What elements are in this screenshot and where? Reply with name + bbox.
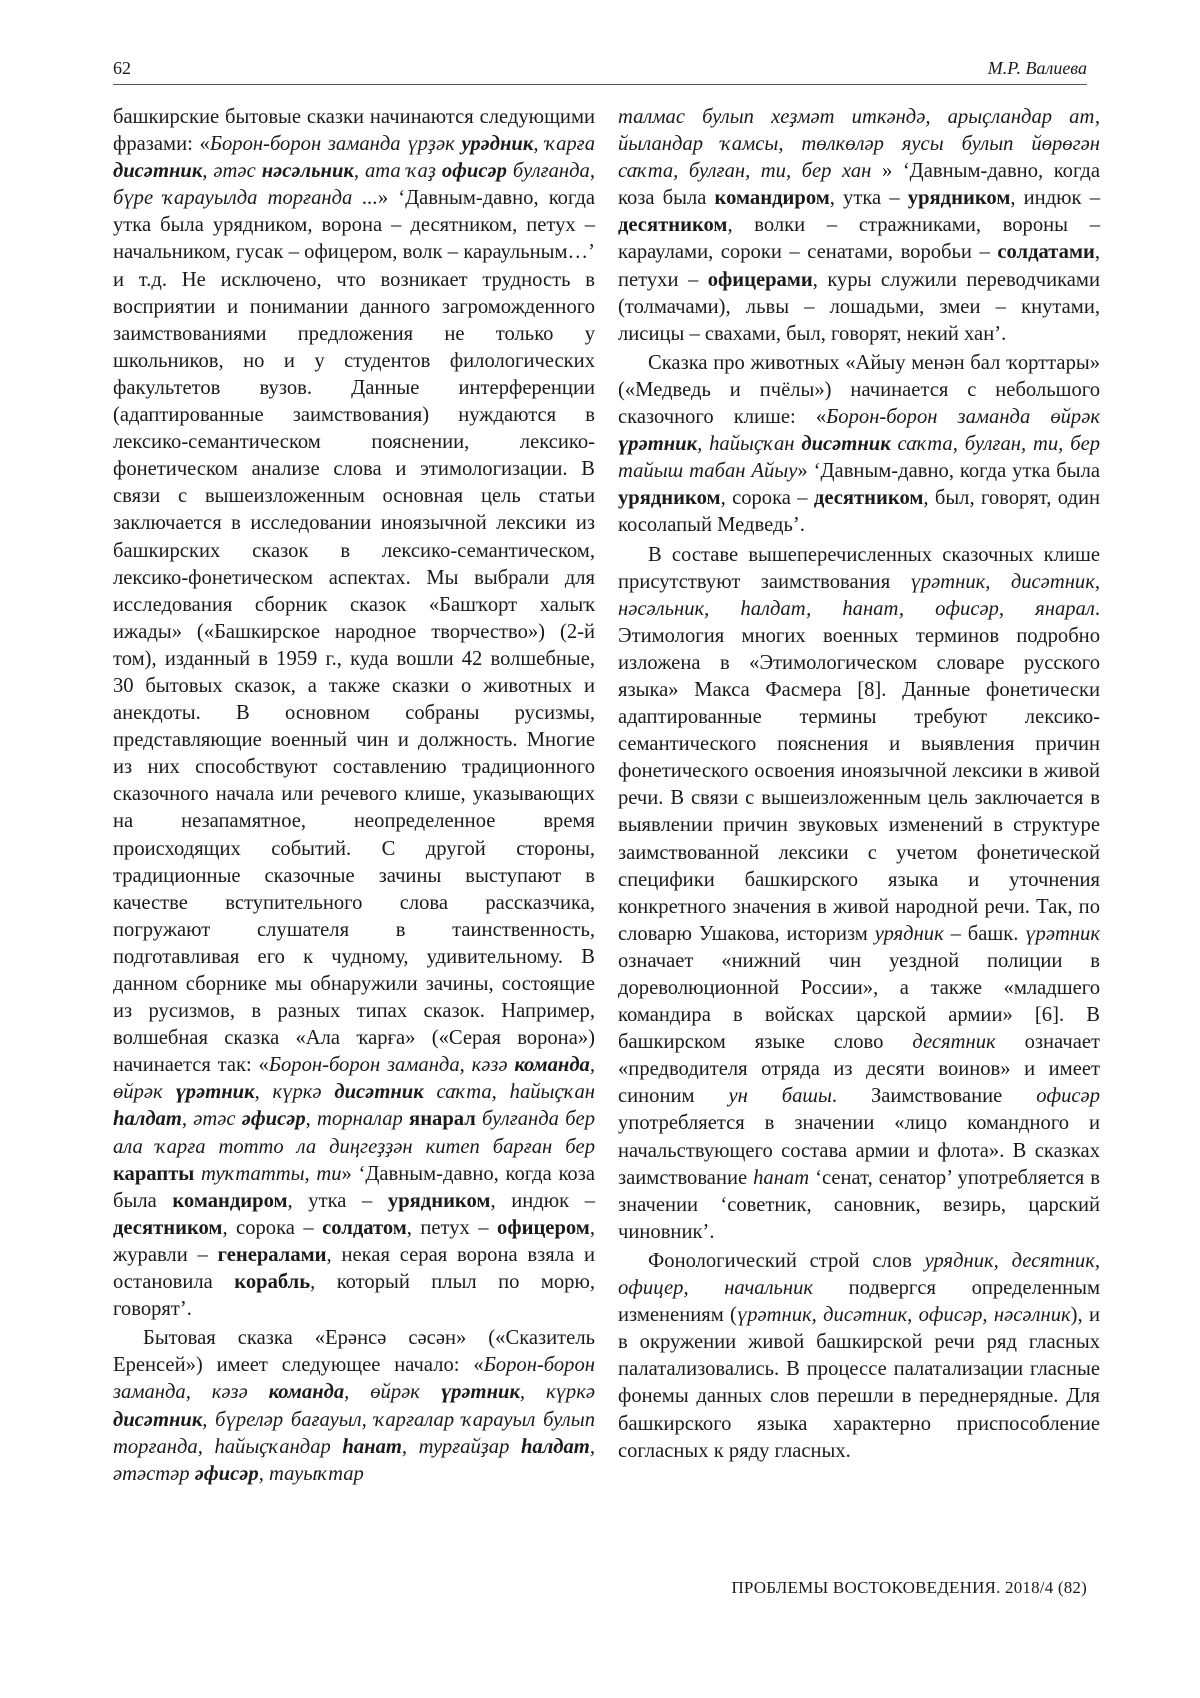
left-column [113,104,595,1488]
italic-quote: , әтәс [202,160,262,183]
italic-quote: үрәтник, дисәтник, офисәр, нәсәлник [736,1304,1071,1327]
italic-quote: булғанда бер ала ҡарға тотто ла диңгеҙҙән китеп барған бер [113,1108,595,1158]
italic-quote: Борон-борон заманда, кәзә [268,1054,515,1077]
emphasized-term: командиром [172,1189,288,1212]
emphasized-term: үрәтник [175,1081,255,1104]
emphasized-term: үрәтник [440,1381,520,1404]
emphasized-term: десятником [618,214,728,237]
italic-quote: һанат [753,1166,810,1189]
emphasized-term: генералами [217,1243,327,1266]
italic-quote: , күркә [519,1381,595,1404]
emphasized-term: команда [268,1381,345,1404]
emphasized-term: янарал [409,1108,476,1131]
italic-quote: десятник [912,1031,996,1054]
italic-quote: саҡта, булған, ти, бер тайыш табан Айыу [618,433,1101,483]
emphasized-term: солдатом [322,1216,407,1239]
journal-footer: ПРОБЛЕМЫ ВОСТОКОВЕДЕНИЯ. 2018/4 (82) [731,1578,1087,1597]
emphasized-term: дисәтник [113,160,203,183]
italic-quote: , һайыҫҡан [697,433,802,456]
emphasized-term: десятником [113,1216,223,1239]
italic-quote: үрәтник, дисәтник, нәсәльник, һалдат, һанат, офисәр, янарал [618,570,1100,620]
italic-quote: , әтәс [181,1108,242,1131]
italic-quote: булғанда, бүре ҡарауылда торғанда ... [113,160,595,210]
emphasized-term: дисәтник [334,1081,424,1104]
emphasized-term: әфисәр [241,1108,306,1131]
italic-quote: урядник [874,922,944,945]
italic-quote: , торналар [305,1108,410,1131]
italic-quote: , бүреләр бағауыл, ҡарғалар ҡарауыл булып торғанда, һайыҫҡандар [113,1408,595,1458]
emphasized-term: дисәтник [113,1408,203,1431]
emphasized-term: дисәтник [801,433,891,456]
emphasized-term: карапты [113,1162,195,1185]
emphasized-term: һалдат [520,1435,590,1458]
emphasized-term: десятником [813,487,924,510]
emphasized-term: урәдник [461,133,534,156]
emphasized-term: үрәтник [618,433,698,456]
emphasized-term: урядником [387,1189,491,1212]
emphasized-term: урядником [907,187,1011,210]
emphasized-term: әфисәр [194,1462,259,1485]
paragraph: талмас булып хеҙмәт иткәндә, арыҫландар ат, йыландар ҡамсы, төлкөләр яусы булып йөрөгән саҡта, булған, ти, бер хан » ‘Давным-давно, когда коза была командиром, утка – урядником, индюк – десятником, волки – стражниками, вороны – караулами, сороки – сенатами, воробьи – солдатами, петухи – офицерами, куры служили переводчиками (толмачами), львы – лошадьми, змеи – кнутами, лисицы – свахами, был, говорят, некий хан’. [618,106,1100,345]
italic-quote: Борон-борон заманда үрҙәк [209,133,462,156]
italic-quote: , турғайҙар [401,1435,521,1458]
running-header [113,58,1087,85]
italic-quote: урядник, десятник, офицер, начальник [618,1249,1100,1300]
right-column [618,104,1100,1465]
emphasized-term: офисәр [441,160,507,183]
italic-quote: , әтәстәр [113,1435,595,1485]
paragraph: Сказка про животных «Айыу менән бал ҡорттары» («Медведь и пчёлы») начинается с небольшого сказочного клише: «Борон-борон заманда өйрәк үрәтник, һайыҫҡан дисәтник саҡта, булған, ти, бер тайыш табан Айыу» ‘Давным-давно, когда утка была урядником, сорока – десятником, был, говорят, один косолапый Медведь’. [618,351,1101,537]
emphasized-term: урядником [618,487,721,510]
paragraph: В составе вышеперечисленных сказочных клише присутствуют заимствования үрәтник, дисәтник, нәсәльник, һалдат, һанат, офисәр, янарал. Этимология многих военных терминов подробно изложена в «Этимологическом словаре русского языка» Макса Фасмера [8]. Данные фонетически адаптированные термины требуют лексико-семантического пояснения и выявления причин фонетического освоения иноязычной лексики в живой речи. В связи с вышеизложенным цель заключается в выявлении причин звуковых изменений в структуре заимствованной лексики с учетом фонетической специфики башкирского языка и уточнения конкретного значения в живой народной речи. Так, по словарю Ушакова, историзм урядник – башк. үрәтник означает «нижний чин уездной полиции в дореволюционной России», а также «младшего командира в войсках царской армии» [6]. В башкирском языке слово десятник означает «предводителя отряда из десяти воинов» и имеет синоним ун башы. Заимствование офисәр употребляется в значении «лицо командного и начальствующего состава армии и флота». В сказках заимствование һанат ‘сенат, сенатор’ употребляется в значении ‘советник, сановник, везирь, царский чиновник’. [618,543,1100,1243]
emphasized-term: команда [514,1054,590,1077]
italic-quote: туҡтатты, ти [194,1162,342,1185]
italic-quote: офисәр [1036,1085,1100,1108]
paragraph: Фонологический строй слов урядник, десятник, офицер, начальник подвергся определенным изменениям (үрәтник, дисәтник, офисәр, нәсәлник), и в окружении живой башкирской речи ряд гласных палатализовались. В процессе палатализации гласные фонемы данных слов перешли в переднерядные. Для башкирского языка характерно приспособление согласных к ряду гласных. [618,1249,1101,1462]
emphasized-term: корабль [234,1271,311,1294]
italic-quote: , тауыҡтар [258,1462,364,1485]
running-head-author: М.Р. Валиева [987,58,1087,78]
italic-quote: ун башы [728,1085,832,1108]
italic-quote: үрәтник [1025,922,1100,945]
italic-quote: Борон-борон заманда, кәзә [113,1354,595,1404]
emphasized-term: һанат [342,1435,402,1458]
italic-quote: саҡта, һайыҫҡан [423,1081,595,1104]
emphasized-term: командиром [714,187,830,210]
italic-quote: Борон-борон заманда өйрәк [826,406,1100,429]
paragraph: башкирские бытовые сказки начинаются следующими фразами: «Борон-борон заманда үрҙәк урәдник, ҡарға дисәтник, әтәс нәсәльник, ата ҡаҙ офисәр булғанда, бүре ҡарауылда торғанда ...» ‘Давным-давно, когда утка была урядником, ворона – десятником, петух – начальником, гусак – офицером, волк – караульным…’ и т.д. Не исключено, что возникает трудность в восприятии и понимании данного загроможденного заимствованиями предложения не только у школьников, но и у студентов филологических факультетов вузов. Данные интерференции (адаптированные заимствования) нуждаются в лексико-семантическом пояснении, лексико-фонетическом анализе слова и этимологизации. В связи с вышеизложенным основная цель статьи заключается в исследовании иноязычной лексики из башкирских сказок в лексико-семантическом, лексико-фонетическом аспектах. Мы выбрали для исследования сборник сказок «Башҡорт халыҡ ижады» («Башкирское народное творчество») (2-й том), изданный в 1959 г., куда вошли 42 волшебные, 30 бытовых сказок, а также сказки о животных и анекдоты. В основном собраны русизмы, представляющие военный чин и должность. Многие из них способствуют составлению традиционного сказочного начала или речевого клише, указывающих на незапамятное, неопределенное время происходящих событий. С другой стороны, традиционные сказочные зачины выступают в качестве вступительного слова рассказчика, погружают слушателя в таинственность, подготавливая его к чудному, удивительному. В данном сборнике мы обнаружили зачины, состоящие из русизмов, в разных типах сказок. Например, волшебная сказка «Ала ҡарға» («Серая ворона») начинается так: «Борон-борон заманда, кәзә команда, өйрәк үрәтник, күркә дисәтник саҡта, һайыҫҡан һалдат, әтәс әфисәр, торналар янарал булғанда бер ала ҡарға тотто ла диңгеҙҙән китеп барған бер карапты туҡтатты, ти» ‘Давным-давно, когда коза была командиром, утка – урядником, индюк – десятником, сорока – солдатом, петух – офицером, журавли – генералами, некая серая ворона взяла и остановила корабль, который плыл по морю, говорят’. [113,106,595,1321]
emphasized-term: солдатами [997,241,1095,264]
italic-quote: , өйрәк [113,1054,595,1104]
page-number: 62 [113,58,131,78]
emphasized-term: офицером [497,1216,590,1239]
emphasized-term: нәсәльник [261,160,354,183]
italic-quote: талмас булып хеҙмәт иткәндә, арыҫландар ат, йыландар ҡамсы, төлкөләр яусы булып йөрөгән саҡта, булған, ти, бер хан [618,106,1100,183]
emphasized-term: офицерами [707,268,813,291]
italic-quote: , күркә [254,1081,335,1104]
emphasized-term: һалдат [113,1108,182,1131]
italic-quote: , ҡарға [533,133,595,156]
paragraph: Бытовая сказка «Ерәнсә сәсән» («Сказитель Еренсей») имеет следующее начало: «Борон-борон заманда, кәзә команда, өйрәк үрәтник, күркә дисәтник, бүреләр бағауыл, ҡарғалар ҡарауыл булып торғанда, һайыҫҡандар һанат, турғайҙар һалдат, әтәстәр әфисәр, тауыҡтар [113,1327,595,1485]
italic-quote: , ата ҡаҙ [353,160,442,183]
italic-quote: , өйрәк [344,1381,441,1404]
